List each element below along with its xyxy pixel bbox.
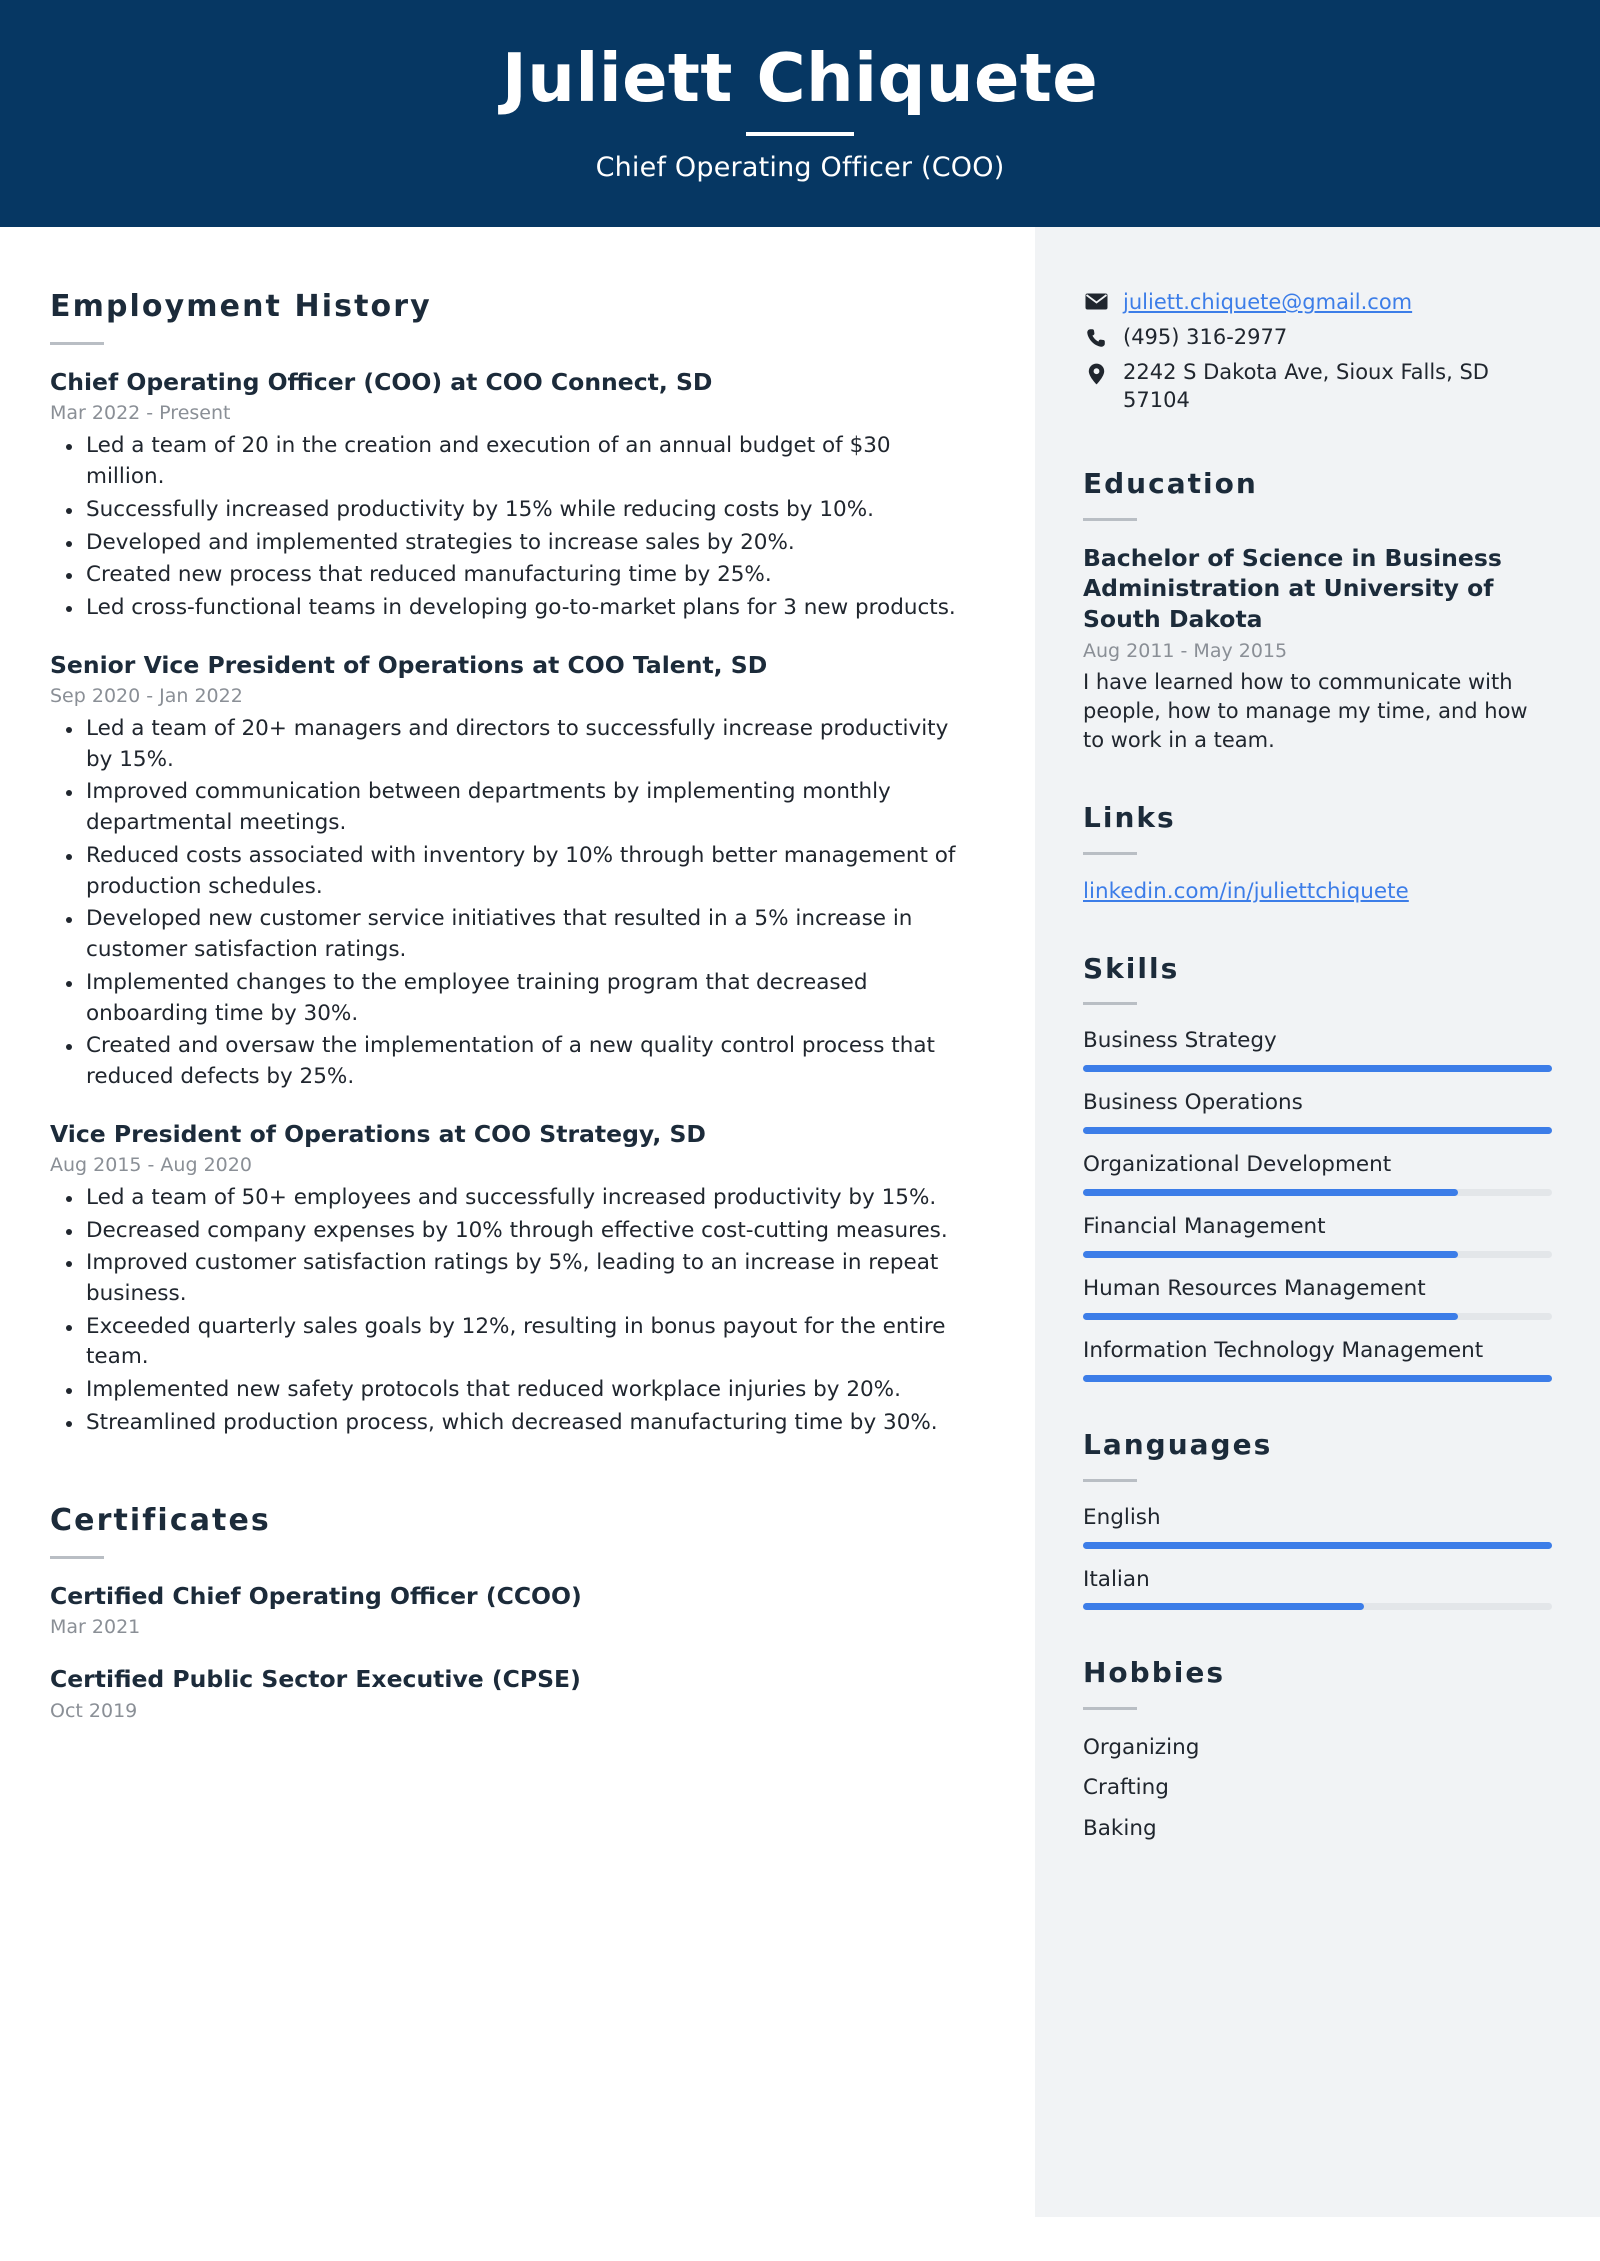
job-bullet: Led a team of 50+ employees and successfully increased productivity by 15%. xyxy=(50,1183,960,1214)
section-rule xyxy=(1083,1002,1137,1005)
job-bullet-list xyxy=(50,431,960,623)
job-bullet-list xyxy=(50,1183,960,1439)
job-title: Chief Operating Officer (COO) at COO Connect, SD xyxy=(50,368,713,397)
skill-item xyxy=(1083,1213,1552,1258)
skill-label: Financial Management xyxy=(1083,1214,1326,1240)
envelope-icon xyxy=(1083,289,1109,310)
skill-item xyxy=(1083,1151,1552,1196)
skill-label: Organizational Development xyxy=(1083,1152,1392,1178)
job-entry xyxy=(50,1119,960,1439)
language-level-track xyxy=(1083,1542,1552,1549)
job-bullet: Exceeded quarterly sales goals by 12%, resulting in bonus payout for the entire team. xyxy=(50,1312,960,1373)
certificates-heading: Certificates xyxy=(50,1502,271,1538)
certificate-entry xyxy=(50,1664,960,1722)
language-level-track xyxy=(1083,1603,1552,1610)
education-degree: Bachelor of Science in Business Administration at University of South Dakota xyxy=(1083,543,1502,633)
languages-heading: Languages xyxy=(1083,1428,1273,1462)
skill-level-track xyxy=(1083,1375,1552,1382)
certificate-title: Certified Public Sector Executive (CPSE) xyxy=(50,1665,581,1694)
contact-email[interactable]: juliett.chiquete@gmail.com xyxy=(1123,290,1413,315)
contact-address-row xyxy=(1083,359,1552,415)
certificate-date: Mar 2021 xyxy=(50,1616,141,1639)
job-entry xyxy=(50,367,960,623)
section-education xyxy=(1083,467,1552,755)
employment-heading: Employment History xyxy=(50,289,432,325)
page-title: Juliett Chiquete xyxy=(501,39,1099,117)
skill-label: Information Technology Management xyxy=(1083,1338,1484,1364)
map-pin-icon xyxy=(1083,359,1109,385)
job-bullet: Created new process that reduced manufacturing time by 25%. xyxy=(50,560,960,591)
job-bullet: Led a team of 20+ managers and directors to successfully increase productivity by 15%. xyxy=(50,714,960,775)
job-bullet: Streamlined production process, which decreased manufacturing time by 30%. xyxy=(50,1408,960,1439)
hobby-item: Organizing xyxy=(1083,1735,1200,1761)
job-bullet: Implemented changes to the employee training program that decreased onboarding time by 30%. xyxy=(50,968,960,1029)
section-rule xyxy=(1083,852,1137,855)
section-skills xyxy=(1083,952,1552,1382)
skill-level-fill xyxy=(1083,1251,1458,1258)
skill-level-fill xyxy=(1083,1065,1552,1072)
link-linkedin[interactable]: linkedin.com/in/juliettchiquete xyxy=(1083,878,1409,904)
job-bullet-list xyxy=(50,714,960,1093)
language-label: Italian xyxy=(1083,1566,1150,1592)
section-hobbies xyxy=(1083,1656,1552,1844)
hobbies-heading: Hobbies xyxy=(1083,1656,1226,1690)
section-rule xyxy=(1083,518,1137,521)
skill-level-fill xyxy=(1083,1375,1552,1382)
language-label: English xyxy=(1083,1504,1161,1530)
spacer xyxy=(50,1485,960,1503)
hobby-item: Crafting xyxy=(1083,1775,1169,1801)
job-bullet: Improved communication between departments by implementing monthly departmental meetings. xyxy=(50,777,960,838)
contact-phone-row xyxy=(1083,324,1552,352)
job-bullet: Successfully increased productivity by 15% while reducing costs by 10%. xyxy=(50,495,960,526)
job-title: Senior Vice President of Operations at COO Talent, SD xyxy=(50,650,768,679)
skill-item xyxy=(1083,1027,1552,1072)
section-links xyxy=(1083,801,1552,906)
skill-item xyxy=(1083,1089,1552,1134)
job-bullet: Developed new customer service initiatives that resulted in a 5% increase in customer satisfaction ratings. xyxy=(50,904,960,965)
resume-header xyxy=(0,0,1600,227)
section-employment-history xyxy=(50,289,960,1438)
section-languages xyxy=(1083,1428,1552,1610)
job-bullet: Decreased company expenses by 10% through effective cost-cutting measures. xyxy=(50,1216,960,1247)
sidebar-column xyxy=(1035,227,1600,2217)
header-subtitle: Chief Operating Officer (COO) xyxy=(595,152,1005,184)
certificate-entry xyxy=(50,1581,960,1639)
section-rule xyxy=(50,342,104,345)
language-level-fill xyxy=(1083,1603,1364,1610)
skill-level-fill xyxy=(1083,1189,1458,1196)
main-column xyxy=(0,227,1035,2217)
job-title: Vice President of Operations at COO Strategy, SD xyxy=(50,1119,706,1148)
job-bullet: Developed and implemented strategies to increase sales by 20%. xyxy=(50,528,960,559)
section-rule xyxy=(1083,1479,1137,1482)
skills-heading: Skills xyxy=(1083,951,1180,985)
job-bullet: Reduced costs associated with inventory by 10% through better management of production schedules. xyxy=(50,841,960,902)
job-bullet: Created and oversaw the implementation of a new quality control process that reduced defects by 25%. xyxy=(50,1031,960,1092)
skill-label: Business Strategy xyxy=(1083,1028,1277,1054)
skill-level-track xyxy=(1083,1189,1552,1196)
education-heading: Education xyxy=(1083,467,1258,501)
skill-level-track xyxy=(1083,1065,1552,1072)
skill-label: Business Operations xyxy=(1083,1090,1303,1116)
job-dates: Mar 2022 - Present xyxy=(50,402,231,425)
job-bullet: Led cross-functional teams in developing go-to-market plans for 3 new products. xyxy=(50,593,960,624)
contact-details xyxy=(1083,289,1552,415)
job-bullet: Implemented new safety protocols that reduced workplace injuries by 20%. xyxy=(50,1375,960,1406)
section-rule xyxy=(1083,1707,1137,1710)
header-divider xyxy=(746,132,854,136)
skill-label: Human Resources Management xyxy=(1083,1276,1426,1302)
education-description: I have learned how to communicate with people, how to manage my time, and how to work in a team. xyxy=(1083,670,1528,753)
resume-body xyxy=(0,227,1600,2217)
job-bullet: Improved customer satisfaction ratings by 5%, leading to an increase in repeat business. xyxy=(50,1248,960,1309)
certificate-date: Oct 2019 xyxy=(50,1699,138,1722)
skill-level-fill xyxy=(1083,1313,1458,1320)
skill-item xyxy=(1083,1337,1552,1382)
language-level-fill xyxy=(1083,1542,1552,1549)
links-heading: Links xyxy=(1083,801,1176,835)
contact-email-row[interactable] xyxy=(1083,289,1552,317)
certificate-title: Certified Chief Operating Officer (CCOO) xyxy=(50,1581,582,1610)
section-certificates xyxy=(50,1503,960,1722)
job-bullet: Led a team of 20 in the creation and execution of an annual budget of $30 million. xyxy=(50,431,960,492)
skill-level-track xyxy=(1083,1251,1552,1258)
section-rule xyxy=(50,1556,104,1559)
education-dates: Aug 2011 - May 2015 xyxy=(1083,640,1288,663)
skill-item xyxy=(1083,1275,1552,1320)
skill-level-track xyxy=(1083,1127,1552,1134)
phone-icon xyxy=(1083,324,1109,348)
contact-address: 2242 S Dakota Ave, Sioux Falls, SD 57104 xyxy=(1123,360,1489,413)
skill-level-track xyxy=(1083,1313,1552,1320)
contact-phone: (495) 316-2977 xyxy=(1123,325,1288,350)
job-entry xyxy=(50,650,960,1093)
job-dates: Aug 2015 - Aug 2020 xyxy=(50,1153,252,1176)
hobby-item: Baking xyxy=(1083,1815,1157,1841)
job-dates: Sep 2020 - Jan 2022 xyxy=(50,684,243,707)
language-item xyxy=(1083,1566,1552,1611)
skill-level-fill xyxy=(1083,1127,1552,1134)
language-item xyxy=(1083,1504,1552,1549)
